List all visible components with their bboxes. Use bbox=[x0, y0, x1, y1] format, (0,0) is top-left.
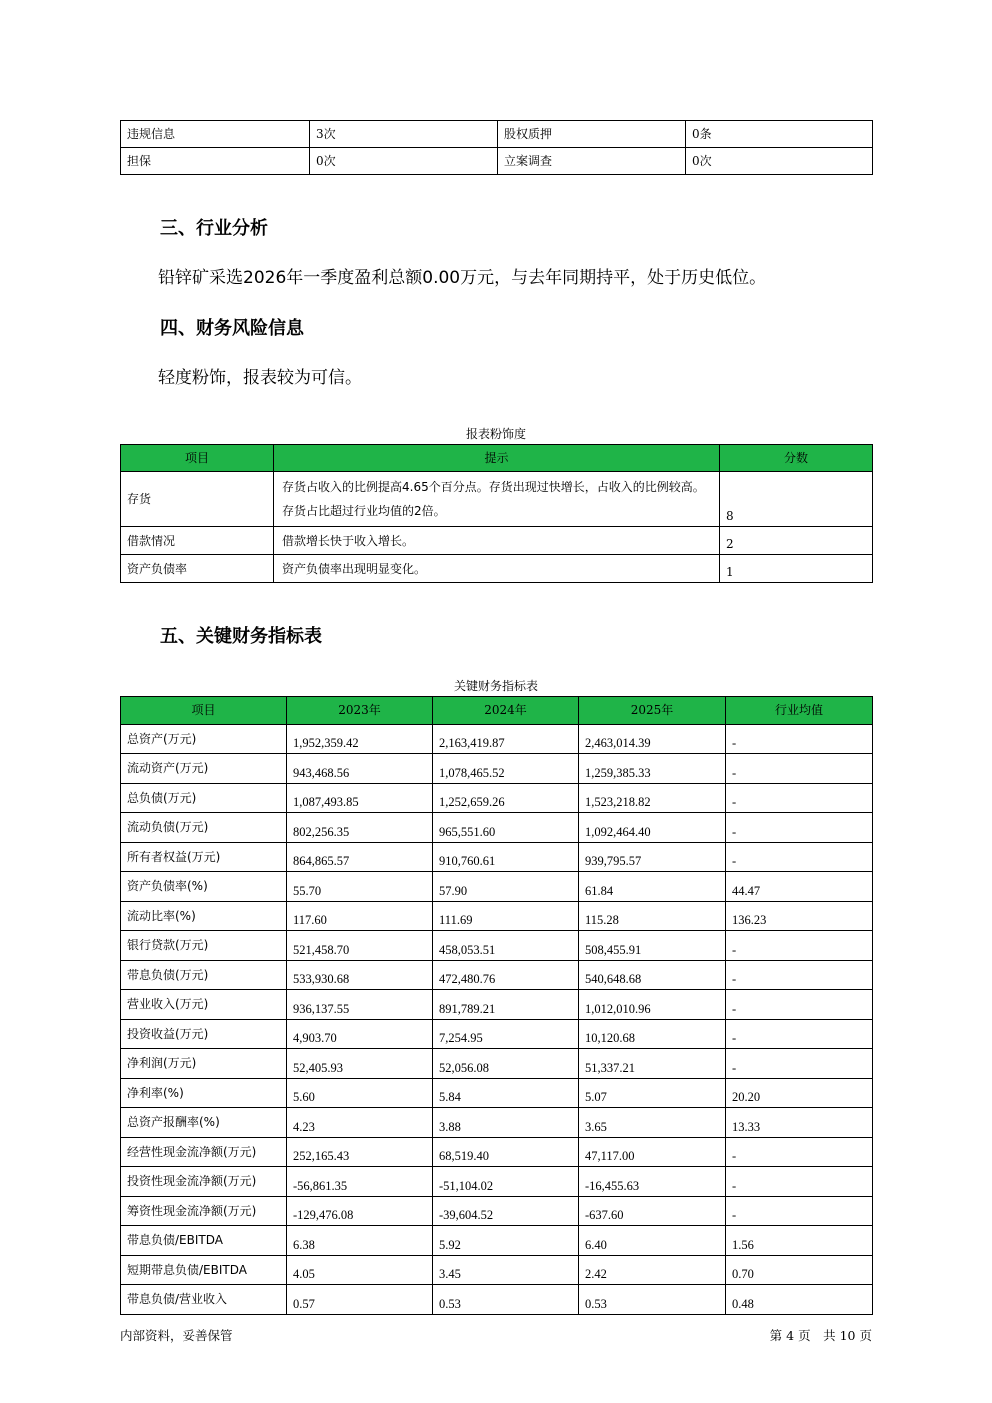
metric-value: 5.60 bbox=[287, 1078, 433, 1108]
metric-value: - bbox=[726, 724, 873, 754]
metric-name: 总负债(万元) bbox=[121, 783, 287, 813]
table-row bbox=[121, 1255, 873, 1285]
metric-value: 51,337.21 bbox=[579, 1049, 726, 1079]
table-row bbox=[121, 901, 873, 931]
metric-value: 1,078,465.52 bbox=[433, 754, 579, 784]
metric-value: - bbox=[726, 931, 873, 961]
metric-value: 1,092,464.40 bbox=[579, 813, 726, 843]
table-row bbox=[121, 990, 873, 1020]
metric-value: 4.05 bbox=[287, 1255, 433, 1285]
table-row bbox=[121, 1285, 873, 1315]
metric-value: 5.84 bbox=[433, 1078, 579, 1108]
table-row bbox=[121, 555, 873, 583]
metric-value: 252,165.43 bbox=[287, 1137, 433, 1167]
table-row bbox=[121, 960, 873, 990]
column-header: 行业均值 bbox=[726, 697, 873, 725]
metric-value: 802,256.35 bbox=[287, 813, 433, 843]
metric-value: 3.45 bbox=[433, 1255, 579, 1285]
summary-value: 0条 bbox=[686, 121, 873, 148]
risk-hint: 借款增长快于收入增长。 bbox=[274, 527, 720, 555]
metric-name: 带息负债/营业收入 bbox=[121, 1285, 287, 1315]
table-header-row bbox=[121, 697, 873, 725]
metric-value: -56,861.35 bbox=[287, 1167, 433, 1197]
metric-value: 52,056.08 bbox=[433, 1049, 579, 1079]
table-row bbox=[121, 931, 873, 961]
metric-name: 银行贷款(万元) bbox=[121, 931, 287, 961]
metric-value: 1,252,659.26 bbox=[433, 783, 579, 813]
metric-value: 0.53 bbox=[433, 1285, 579, 1315]
column-header: 2023年 bbox=[287, 697, 433, 725]
section-heading-financial-risk: 四、财务风险信息 bbox=[160, 318, 304, 339]
metric-value: 936,137.55 bbox=[287, 990, 433, 1020]
risk-item: 存货 bbox=[121, 472, 274, 527]
metric-value: 965,551.60 bbox=[433, 813, 579, 843]
metric-value: - bbox=[726, 1137, 873, 1167]
metric-value: 472,480.76 bbox=[433, 960, 579, 990]
risk-hint: 资产负债率出现明显变化。 bbox=[274, 555, 720, 583]
metric-value: - bbox=[726, 783, 873, 813]
table-row bbox=[121, 1196, 873, 1226]
summary-label: 担保 bbox=[121, 148, 310, 175]
risk-hint: 存货占收入的比例提高4.65个百分点。存货出现过快增长，占收入的比例较高。存货占比超过行业均值的2倍。 bbox=[274, 472, 720, 527]
risk-item: 借款情况 bbox=[121, 527, 274, 555]
column-header: 2024年 bbox=[433, 697, 579, 725]
metric-value: - bbox=[726, 1196, 873, 1226]
summary-label: 股权质押 bbox=[498, 121, 686, 148]
metric-value: 3.88 bbox=[433, 1108, 579, 1138]
metric-value: 910,760.61 bbox=[433, 842, 579, 872]
metric-value: 5.92 bbox=[433, 1226, 579, 1256]
metric-value: - bbox=[726, 754, 873, 784]
risk-table-caption: 报表粉饰度 bbox=[465, 427, 526, 441]
summary-value: 3次 bbox=[310, 121, 498, 148]
metric-value: 939,795.57 bbox=[579, 842, 726, 872]
summary-value: 0次 bbox=[686, 148, 873, 175]
metric-name: 净利润(万元) bbox=[121, 1049, 287, 1079]
table-header-row bbox=[121, 445, 873, 472]
industry-analysis-text: 铅锌矿采选2026年一季度盈利总额0.00万元，与去年同期持平，处于历史低位。 bbox=[158, 268, 767, 288]
metric-value: 44.47 bbox=[726, 872, 873, 902]
metric-name: 流动负债(万元) bbox=[121, 813, 287, 843]
metric-value: 0.57 bbox=[287, 1285, 433, 1315]
metric-name: 净利率(%) bbox=[121, 1078, 287, 1108]
metric-name: 带息负债(万元) bbox=[121, 960, 287, 990]
table-row bbox=[121, 1108, 873, 1138]
column-header: 2025年 bbox=[579, 697, 726, 725]
metric-value: 136.23 bbox=[726, 901, 873, 931]
page-mid: 页 共 bbox=[798, 1328, 836, 1343]
metric-value: 1,259,385.33 bbox=[579, 754, 726, 784]
metric-value: 1,087,493.85 bbox=[287, 783, 433, 813]
page-prefix: 第 bbox=[769, 1328, 783, 1343]
metric-value: 2,163,419.87 bbox=[433, 724, 579, 754]
metric-name: 短期带息负债/EBITDA bbox=[121, 1255, 287, 1285]
metric-value: 6.40 bbox=[579, 1226, 726, 1256]
metric-value: -51,104.02 bbox=[433, 1167, 579, 1197]
metric-value: - bbox=[726, 990, 873, 1020]
table-row bbox=[121, 842, 873, 872]
table-row bbox=[121, 754, 873, 784]
metric-value: 115.28 bbox=[579, 901, 726, 931]
metric-name: 所有者权益(万元) bbox=[121, 842, 287, 872]
table-row bbox=[121, 1226, 873, 1256]
risk-score: 1 bbox=[720, 555, 873, 583]
fin-table-header bbox=[121, 697, 873, 725]
metric-value: 2.42 bbox=[579, 1255, 726, 1285]
page-total: 10 bbox=[839, 1328, 856, 1343]
risk-table-body bbox=[121, 472, 873, 583]
risk-table-header bbox=[121, 445, 873, 472]
risk-score: 2 bbox=[720, 527, 873, 555]
metric-value: 111.69 bbox=[433, 901, 579, 931]
metric-value: 458,053.51 bbox=[433, 931, 579, 961]
metric-value: - bbox=[726, 1019, 873, 1049]
table-row bbox=[121, 1078, 873, 1108]
table-row bbox=[121, 527, 873, 555]
metric-value: 4,903.70 bbox=[287, 1019, 433, 1049]
table-row bbox=[121, 813, 873, 843]
metric-value: -637.60 bbox=[579, 1196, 726, 1226]
metric-name: 流动资产(万元) bbox=[121, 754, 287, 784]
column-header: 项目 bbox=[121, 697, 287, 725]
metric-value: 117.60 bbox=[287, 901, 433, 931]
column-header: 项目 bbox=[121, 445, 274, 472]
metric-name: 投资收益(万元) bbox=[121, 1019, 287, 1049]
metric-value: 891,789.21 bbox=[433, 990, 579, 1020]
metric-value: 52,405.93 bbox=[287, 1049, 433, 1079]
table-row bbox=[121, 1167, 873, 1197]
metric-value: 55.70 bbox=[287, 872, 433, 902]
table-row bbox=[121, 1049, 873, 1079]
summary-label: 立案调查 bbox=[498, 148, 686, 175]
risk-score: 8 bbox=[720, 472, 873, 527]
page-suffix: 页 bbox=[859, 1328, 872, 1343]
metric-value: 61.84 bbox=[579, 872, 726, 902]
metric-value: 4.23 bbox=[287, 1108, 433, 1138]
metric-name: 筹资性现金流净额(万元) bbox=[121, 1196, 287, 1226]
metric-value: 943,468.56 bbox=[287, 754, 433, 784]
table-row bbox=[121, 1019, 873, 1049]
fin-table-caption: 关键财务指标表 bbox=[453, 679, 538, 693]
metric-name: 营业收入(万元) bbox=[121, 990, 287, 1020]
metric-value: 540,648.68 bbox=[579, 960, 726, 990]
metric-value: 521,458.70 bbox=[287, 931, 433, 961]
metric-value: 57.90 bbox=[433, 872, 579, 902]
metric-name: 经营性现金流净额(万元) bbox=[121, 1137, 287, 1167]
metric-name: 流动比率(%) bbox=[121, 901, 287, 931]
metric-value: -39,604.52 bbox=[433, 1196, 579, 1226]
section-heading-industry: 三、行业分析 bbox=[160, 218, 268, 239]
metric-value: 0.70 bbox=[726, 1255, 873, 1285]
metric-value: 6.38 bbox=[287, 1226, 433, 1256]
metric-value: - bbox=[726, 1049, 873, 1079]
metric-value: 68,519.40 bbox=[433, 1137, 579, 1167]
risk-table bbox=[120, 444, 873, 583]
metric-name: 带息负债/EBITDA bbox=[121, 1226, 287, 1256]
table-row bbox=[121, 783, 873, 813]
section-heading-key-metrics: 五、关键财务指标表 bbox=[160, 626, 322, 647]
table-row bbox=[121, 724, 873, 754]
metric-value: 7,254.95 bbox=[433, 1019, 579, 1049]
summary-table-body bbox=[121, 121, 873, 175]
summary-value: 0次 bbox=[310, 148, 498, 175]
metric-value: 1,012,010.96 bbox=[579, 990, 726, 1020]
metric-value: - bbox=[726, 813, 873, 843]
metric-value: - bbox=[726, 1167, 873, 1197]
metric-value: 1.56 bbox=[726, 1226, 873, 1256]
summary-table bbox=[120, 120, 873, 175]
metric-value: 508,455.91 bbox=[579, 931, 726, 961]
metric-name: 总资产(万元) bbox=[121, 724, 287, 754]
metric-value: 3.65 bbox=[579, 1108, 726, 1138]
key-metrics-table bbox=[120, 696, 873, 1315]
metric-value: 1,952,359.42 bbox=[287, 724, 433, 754]
column-header: 分数 bbox=[720, 445, 873, 472]
table-row bbox=[121, 872, 873, 902]
table-row bbox=[121, 121, 873, 148]
metric-value: 10,120.68 bbox=[579, 1019, 726, 1049]
metric-value: 13.33 bbox=[726, 1108, 873, 1138]
metric-value: 533,930.68 bbox=[287, 960, 433, 990]
metric-value: 0.53 bbox=[579, 1285, 726, 1315]
metric-value: 20.20 bbox=[726, 1078, 873, 1108]
table-row bbox=[121, 472, 873, 527]
metric-value: -129,476.08 bbox=[287, 1196, 433, 1226]
footer-page-number bbox=[770, 1326, 872, 1344]
metric-value: 5.07 bbox=[579, 1078, 726, 1108]
metric-name: 总资产报酬率(%) bbox=[121, 1108, 287, 1138]
metric-value: 0.48 bbox=[726, 1285, 873, 1315]
metric-value: 1,523,218.82 bbox=[579, 783, 726, 813]
page-current: 4 bbox=[786, 1328, 795, 1343]
risk-item: 资产负债率 bbox=[121, 555, 274, 583]
financial-risk-text: 轻度粉饰，报表较为可信。 bbox=[158, 368, 362, 388]
footer-confidential: 内部资料，妥善保管 bbox=[120, 1328, 233, 1343]
summary-label: 违规信息 bbox=[121, 121, 310, 148]
metric-name: 投资性现金流净额(万元) bbox=[121, 1167, 287, 1197]
metric-value: 2,463,014.39 bbox=[579, 724, 726, 754]
metric-value: -16,455.63 bbox=[579, 1167, 726, 1197]
column-header: 提示 bbox=[274, 445, 720, 472]
metric-value: - bbox=[726, 960, 873, 990]
table-row bbox=[121, 148, 873, 175]
metric-name: 资产负债率(%) bbox=[121, 872, 287, 902]
metric-value: 47,117.00 bbox=[579, 1137, 726, 1167]
metric-value: - bbox=[726, 842, 873, 872]
fin-table-body bbox=[121, 724, 873, 1314]
table-row bbox=[121, 1137, 873, 1167]
metric-value: 864,865.57 bbox=[287, 842, 433, 872]
